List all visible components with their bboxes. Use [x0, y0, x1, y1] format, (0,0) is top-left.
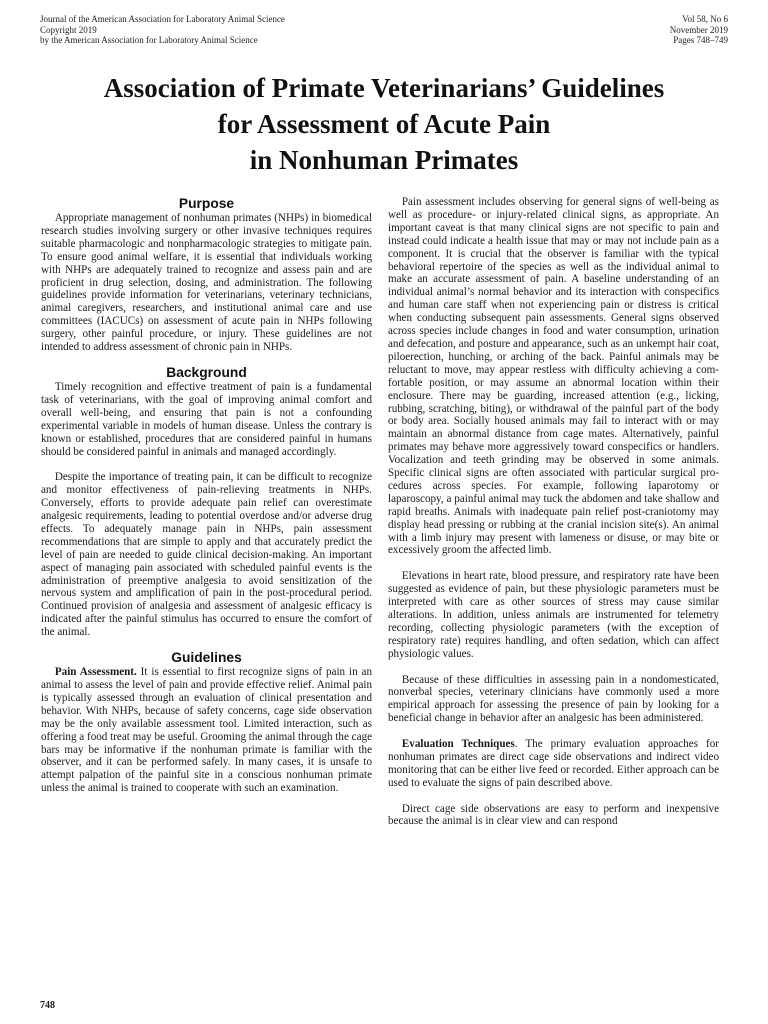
- section-heading-guidelines: Guidelines: [171, 650, 242, 666]
- paragraph-text: It is essential to first recognize signs of pain in an animal to assess the level of pain and provide effective relief. Animal pain is typically assessed through an evaluation of clinical presentation and behavior. With NHPs, because of safety concerns, cage side observation may be the only available assessment tool. Limited interaction, such as offering a food treat may be useful. Grooming the animal through the cage bars may be informative if the nonhuman primate is familiar with the observer, and it can be performed safely. In many cases, it is unsafe to attempt palpation of the painful site in a conscious nonhuman primate unless the animal is trained to cooperate with such an examination.: [41, 666, 373, 795]
- journal-name: Journal of the American Association for Laboratory Animal Science: [40, 14, 285, 24]
- run-in-heading: Evaluation Techniques: [401, 738, 515, 751]
- paragraph: Direct cage side observations are easy to perform and inexpensive because the animal is in clear view and can respond: [388, 802, 719, 828]
- paragraph: Appropriate management of nonhuman primates (NHPs) in biomedical research studies involving surgery or other invasive techniques requires suitable pharmacologic and nonpharmacologic strategies to mitigate pain. To ensure good animal welfare, it is essential that individuals working with NHPs are adequately trained to recognize and assess pain and are proficient in drug selection, dosing, and administration. The following guidelines provide information for veterinarians, veterinary technicians, animal caregivers, researchers, and institutional animal care and use committees (IACUCs) on assessment of acute pain in NHPs following surgery, other painful procedure, or injury. These guidelines are not intended to address assessment of chronic pain in NHPs.: [41, 212, 372, 354]
- copyright-holder: by the American Association for Laboratory Animal Science: [40, 35, 258, 45]
- title-line: Association of Primate Veterinarians’ Guidelines: [103, 73, 665, 103]
- journal-header-left: [40, 14, 285, 46]
- section-heading-purpose: Purpose: [178, 196, 235, 211]
- volume-issue: Vol 58, No 6: [682, 14, 728, 24]
- title-line: for Assessment of Acute Pain: [217, 109, 551, 139]
- paragraph: [41, 666, 372, 795]
- paragraph: Despite the importance of treating pain, it can be difficult to recognize and monitor effectiveness of pain-relieving treatments in NHPs. Conversely, efforts to provide adequate pain relief can overestimate analgesic requirements, leading to potential overdose and/or adverse drug effects. To adequately manage pain in NHPs, pain assessment recommendations that are simple to apply and that accurately predict the level of pain are needed to guide clinical decision-making. An important aspect of managing pain associated with scheduled painful events is the administration of preemptive analgesia to avoid sensitization of the nervous system and amplification of pain in the post-procedural period. Continued provision of analgesia and assessment of analgesic efficacy is indicated after the painful stimulus has occurred to ensure the comfort of the animal.: [41, 471, 372, 639]
- paragraph: Because of these difficulties in assessing pain in a nondomesticated, nonverbal species, veterinary clinicians have commonly used a more empirical approach for assessing the presence of pain by looking for a beneficial change in behavior after an analgesic has been administered.: [388, 673, 719, 725]
- page-number: 748: [40, 1000, 55, 1011]
- paragraph: [388, 738, 719, 790]
- journal-header-right: [670, 14, 728, 46]
- page-range: Pages 748–749: [673, 35, 728, 45]
- paragraph-text: . The primary evaluation approaches for nonhuman primates are direct cage side observations and indirect video monitoring that can be either live feed or recorded. Either approach can be used to evaluate the signs of pain described above.: [388, 738, 719, 789]
- title-line: in Nonhuman Primates: [249, 145, 519, 175]
- paragraph: Timely recognition and effective treatment of pain is a fundamental task of veterinarians, with the goal of improving animal comfort and overall well-being, and ensuring that pain is not a confounding experimental variable in models of human disease. Unless the contrary is known or established, procedures that are considered painful in humans should be considered painful in animals and managed accordingly.: [41, 380, 372, 458]
- paragraph: Elevations in heart rate, blood pressure, and respiratory rate have been suggested as evidence of pain, but these physiologic parameters must be interpreted with care as other sources of stress may cause similar alterations. In addition, unless animals are instrumented for telemetry recording, collecting physiologic parameters (with the exception of respiratory rate) requires handling, and often sedation, which can affect physiologic values.: [388, 570, 719, 660]
- left-column: [41, 196, 372, 795]
- article-title: [20, 70, 748, 178]
- run-in-heading: Pain Assessment.: [54, 666, 137, 679]
- right-column: [388, 196, 719, 828]
- copyright-line: Copyright 2019: [40, 24, 97, 35]
- issue-date: November 2019: [669, 24, 728, 35]
- section-heading-background: Background: [166, 364, 247, 380]
- paragraph: Pain assessment includes observing for general signs of well-being as well as procedure- or injury-related clinical signs, as appropriate. An important caveat is that many clinical signs are not specific to pain and instead could indicate a health issue that may or may not include pain as a component. It is crucial that the observer is familiar with the typical behavioral repertoire of the species as well as the individual animal to make an accurate assessment of pain. A baseline understanding of an individual animal’s normal behavior and its interaction with conspecifics and human care staff when not experiencing pain or distress is critical when conducting subsequent pain assessments. General signs observed across species include changes in food and water consumption, urination and defecation, and posture and appearance, such as an unkempt hair coat, piloerection, hunching, or arching of the back. Painful animals may be reluctant to move, may appear restless with difficulty achieving a comfortable position, or may assume an abnormal location within their enclosure. There may be guarding, increased attention (e.g., licking, rubbing, scratching, biting), or withdrawal of the painful part of the body or body area. Socially housed animals may fail to interact with or may maintain an abnormal distance from cage mates. Alternatively, painful primates may behave more aggressively toward conspecifics or handlers. Vocalization and teeth grinding may be observed in some animals. Specific clinical signs are often associated with particular surgical procedures across species. For example, following laparotomy or laparoscopy, a painful animal may tuck the abdomen and take shallow and rapid breaths. Animals with inadequate pain relief post-craniotomy may display head pressing or rubbing at the cranial incision site(s). An animal with a limb injury may present with lameness or disuse, or may bite or excessively groom the affected limb.: [388, 196, 719, 557]
